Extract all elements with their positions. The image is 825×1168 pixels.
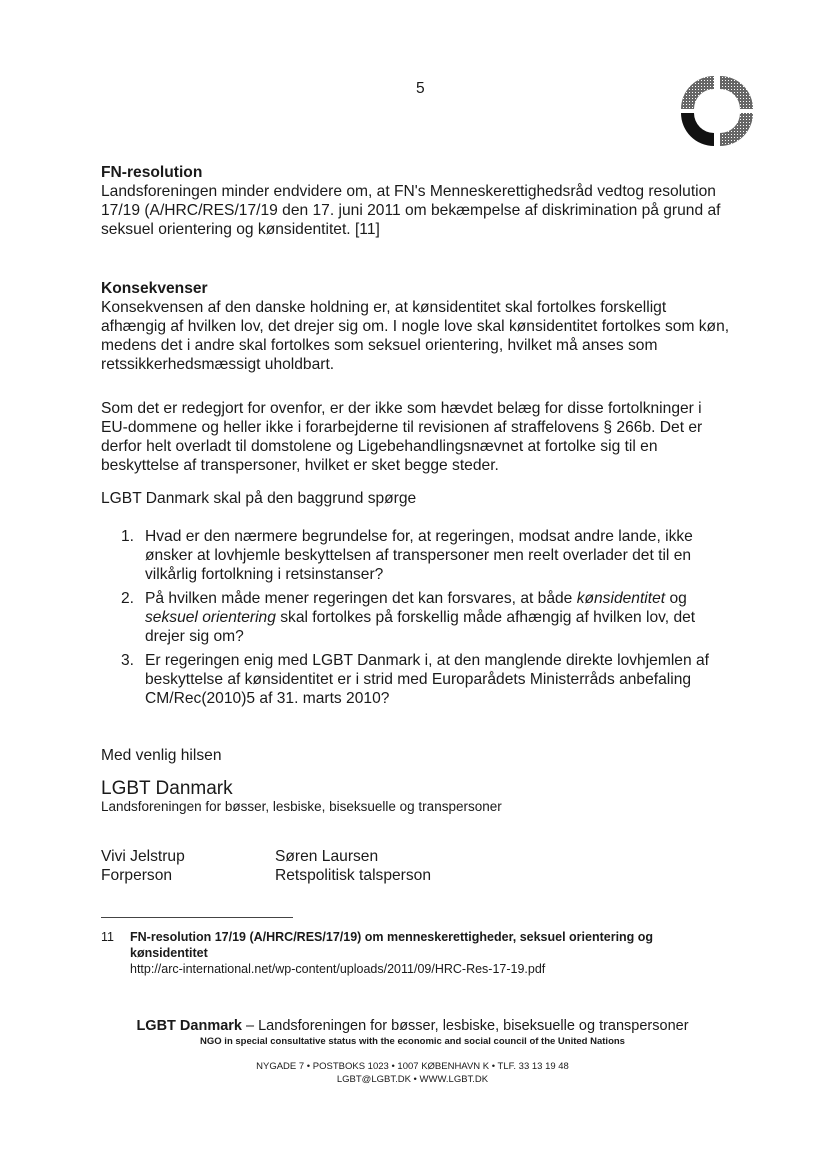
text: skal fortolkes på forskellig måde afhængig af hvilken lov, det drejer sig om? [145,609,696,645]
footnote-divider [101,917,293,918]
footer-address: NYGADE 7 • POSTBOKS 1023 • 1007 KØBENHAVN K • TLF. 33 13 19 48 [256,1061,569,1072]
lgbt-logo-icon [674,74,758,146]
list-text [145,589,721,646]
paragraph: Konsekvensen af den danske holdning er, at kønsidentitet skal fortolkes forskelligt afhængig af hvilken lov, det drejer sig om. I nogle love skal kønsidentitet fortolkes som køn, medens det i andre skal fortolkes som seksuel orientering, hvilket må anses som retssikkerhedsmæssigt uholdbart. [101,299,730,373]
list-item [121,651,721,708]
page-number: 5 [416,80,425,97]
closing: Med venlig hilsen [101,747,222,764]
signer-name: Søren Laursen [275,848,379,865]
footnote [101,929,721,977]
list-number: 3. [121,652,135,669]
footnote-number: 11 [101,930,114,944]
list-item [121,527,721,584]
paragraph: Som det er redegjort for ovenfor, er der ikke som hævdet belæg for disse fortolkninger i EU-dommene og heller ikke i forarbejderne til revisionen af straffelovens § 266b. Det er derfor helt overladt til domstolene og Ligebehandlingsnævnet at fortolke sig til en beskyttelse af transpersoner, hvilket er sket begge steder. [101,400,703,474]
signer-role: Forperson [101,867,173,884]
section-fn-resolution [101,163,741,239]
footnote-title: FN-resolution 17/19 (A/HRC/RES/17/19) om menneskerettigheder, seksuel orientering og kønsidentitet [130,930,654,960]
section-heading: Konsekvenser [101,280,208,297]
footer-tagline: – Landsforeningen for bøsser, lesbiske, biseksuelle og transpersoner [242,1018,689,1034]
text: På hvilken måde mener regeringen det kan forsvares, at både [145,590,577,607]
footer-contact: LGBT@LGBT.DK • WWW.LGBT.DK [336,1074,489,1085]
emphasis: seksuel orientering [145,609,276,626]
section-konsekvenser [101,279,731,374]
list-text: Er regeringen enig med LGBT Danmark i, at den manglende direkte lovhjemlen af beskyttelse af kønsidentitet er i strid med Europarådets Ministerråds anbefaling CM/Rec(2010)5 af 31. marts 2010? [145,652,709,707]
text: og [665,590,687,607]
footnote-url[interactable]: http://arc-international.net/wp-content/uploads/2011/09/HRC-Res-17-19.pdf [130,962,546,976]
signer [275,847,431,885]
signer-role: Retspolitisk talsperson [275,867,432,884]
section-heading: FN-resolution [101,164,203,181]
paragraph: Landsforeningen minder endvidere om, at FN's Menneskerettighedsråd vedtog resolution 17/19 (A/HRC/RES/17/19 den 17. juni 2011 om bekæmpelse af diskrimination på grund af seksuel orientering og kønsidentitet. [11] [101,183,721,238]
paragraph: LGBT Danmark skal på den baggrund spørge [101,490,417,507]
signer-name: Vivi Jelstrup [101,848,185,865]
signer [101,847,185,885]
list-text: Hvad er den nærmere begrundelse for, at regeringen, modsat andre lande, ikke ønsker at lovhjemle beskyttelsen af transpersoner men reelt overlader det til en vilkårlig fortolkning i retsinstanser? [145,528,693,583]
emphasis: kønsidentitet [576,590,666,607]
letterhead-footer [0,1017,825,1086]
footer-org: LGBT Danmark [136,1018,242,1034]
org-name: LGBT Danmark [101,778,233,799]
org-subtitle: Landsforeningen for bøsser, lesbiske, biseksuelle og transpersoner [101,799,502,814]
list-number: 1. [121,528,135,545]
footer-ngo: NGO in special consultative status with the economic and social council of the United Nations [200,1036,625,1047]
list-item [121,589,721,646]
list-number: 2. [121,590,135,607]
